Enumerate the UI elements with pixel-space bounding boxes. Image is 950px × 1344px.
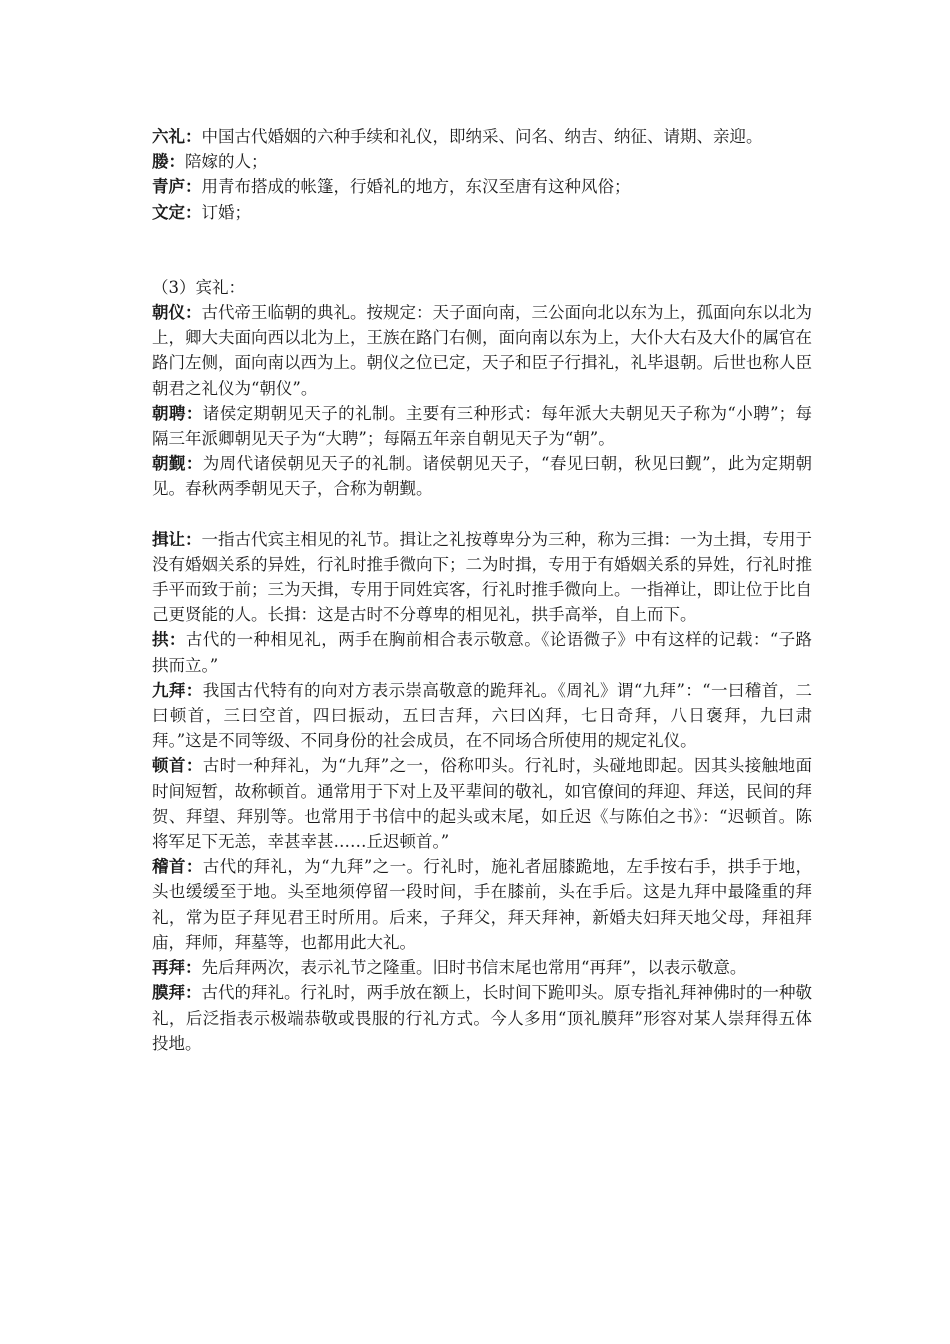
entry-text: 我国古代特有的向对方表示崇高敬意的跪拜礼。《周礼》谓“九拜”：“一曰稽首，二曰顿首，三曰空首，四曰振动，五曰吉拜，六曰凶拜，七日奇拜，八日褒拜，九曰肃拜。”这是不同等级、不同身份的社会成员，在不同场合所使用的规定礼仪。 [152, 680, 813, 751]
spacer [152, 225, 812, 275]
entry-gong [152, 627, 812, 677]
entry-term: 揖让： [152, 529, 202, 549]
entry-text: 先后拜两次，表示礼节之隆重。旧时书信末尾也常用“再拜”，以表示敬意。 [201, 958, 747, 978]
entry-liuli [152, 124, 812, 149]
entry-dunshou [152, 753, 812, 854]
entry-term: 朝觐： [152, 454, 203, 474]
entry-text: 古代的拜礼，为“九拜”之一。行礼时，施礼者屈膝跪地，左手按右手，拱手于地，头也缓缓至于地。头至地须停留一段时间，手在膝前，头在手后。这是九拜中最隆重的拜礼，常为臣子拜见君王时所用。后来，子拜父，拜天拜神，新婚夫妇拜天地父母，拜祖拜庙，拜师，拜墓等，也都用此大礼。 [152, 857, 813, 952]
entry-chaopin [152, 401, 812, 451]
entry-text: 为周代诸侯朝见天子的礼制。诸侯朝见天子，“春见曰朝，秋见曰觐”，此为定期朝见。春秋两季朝见天子，合称为朝觐。 [152, 454, 813, 499]
entry-ying [152, 149, 812, 174]
entry-text: 古代的一种相见礼，两手在胸前相合表示敬意。《论语微子》中有这样的记载：“子路拱而立。” [152, 630, 813, 675]
spacer [152, 502, 812, 527]
entry-wending [152, 200, 812, 225]
entry-text: 古代的拜礼。行礼时，两手放在额上，长时间下跪叩头。原专指礼拜神佛时的一种敬礼，后泛指表示极端恭敬或畏服的行礼方式。今人多用“顶礼膜拜”形容对某人崇拜得五体投地。 [152, 983, 812, 1053]
entry-text: 古代帝王临朝的典礼。按规定：天子面向南，三公面向北以东为上，孤面向东以北为上，卿大夫面向西以北为上，王族在路门右侧，面向南以东为上，大仆大右及大仆的属官在路门左侧，面向南以西为上。朝仪之位已定，天子和臣子行揖礼，礼毕退朝。后世也称人臣朝君之礼仪为“朝仪”。 [152, 303, 812, 398]
entry-term: 拱： [152, 630, 186, 650]
entry-term: 膜拜： [152, 983, 202, 1003]
entry-term: 再拜： [152, 958, 202, 978]
entry-text: 一指古代宾主相见的礼节。揖让之礼按尊卑分为三种，称为三揖：一为土揖，专用于没有婚姻关系的异姓，行礼时推手微向下；二为时揖，专用于有婚姻关系的异姓，行礼时推手平而致于前；三为天揖，专用于同姓宾客，行礼时推手微向上。一指禅让，即让位于比自己更贤能的人。长揖：这是古时不分尊卑的相见礼，拱手高举，自上而下。 [152, 529, 812, 625]
entry-chaoyi [152, 300, 812, 401]
entry-text: 陪嫁的人； [185, 152, 268, 172]
entry-term: 朝聘： [152, 403, 203, 423]
entry-term: 六礼： [152, 127, 202, 146]
entry-term: 朝仪： [152, 303, 202, 323]
document-body [152, 124, 812, 1056]
entry-jiubai [152, 678, 812, 754]
entry-text: 诸侯定期朝见天子的礼制。主要有三种形式：每年派大夫朝见天子称为“小聘”；每隔三年派卿朝见天子为“大聘”；每隔五年亲自朝见天子为“朝”。 [152, 403, 813, 449]
entry-qinglu [152, 174, 812, 199]
entry-text: 古时一种拜礼，为“九拜”之一，俗称叩头。行礼时，头碰地即起。因其头接触地面时间短暂，故称顿首。通常用于下对上及平辈间的敬礼，如官僚间的拜迎、拜送，民间的拜贺、拜望、拜别等。也常用于书信中的起头或末尾，如丘迟《与陈伯之书》：“迟顿首。陈将军足下无恙，幸甚幸甚……丘迟顿首。” [152, 756, 813, 852]
entry-term: 九拜： [152, 680, 203, 700]
entry-term: 稽首： [152, 857, 203, 877]
entry-term: 文定： [152, 202, 202, 222]
entry-text: 订婚； [201, 202, 251, 222]
section-heading: （3）宾礼： [152, 277, 245, 297]
entry-term: 顿首： [152, 756, 203, 776]
entry-yirang [152, 527, 812, 628]
entry-text: 中国古代婚姻的六种手续和礼仪，即纳采、问名、纳吉、纳征、请期、亲迎。 [201, 127, 763, 146]
entry-term: 媵： [152, 152, 185, 172]
entry-chaojin [152, 451, 812, 501]
entry-term: 青庐： [152, 177, 202, 197]
entry-mobai [152, 980, 812, 1056]
entry-qishou [152, 854, 812, 955]
entry-text: 用青布搭成的帐篷，行婚礼的地方，东汉至唐有这种风俗； [201, 177, 631, 197]
entry-zaibai [152, 955, 812, 980]
